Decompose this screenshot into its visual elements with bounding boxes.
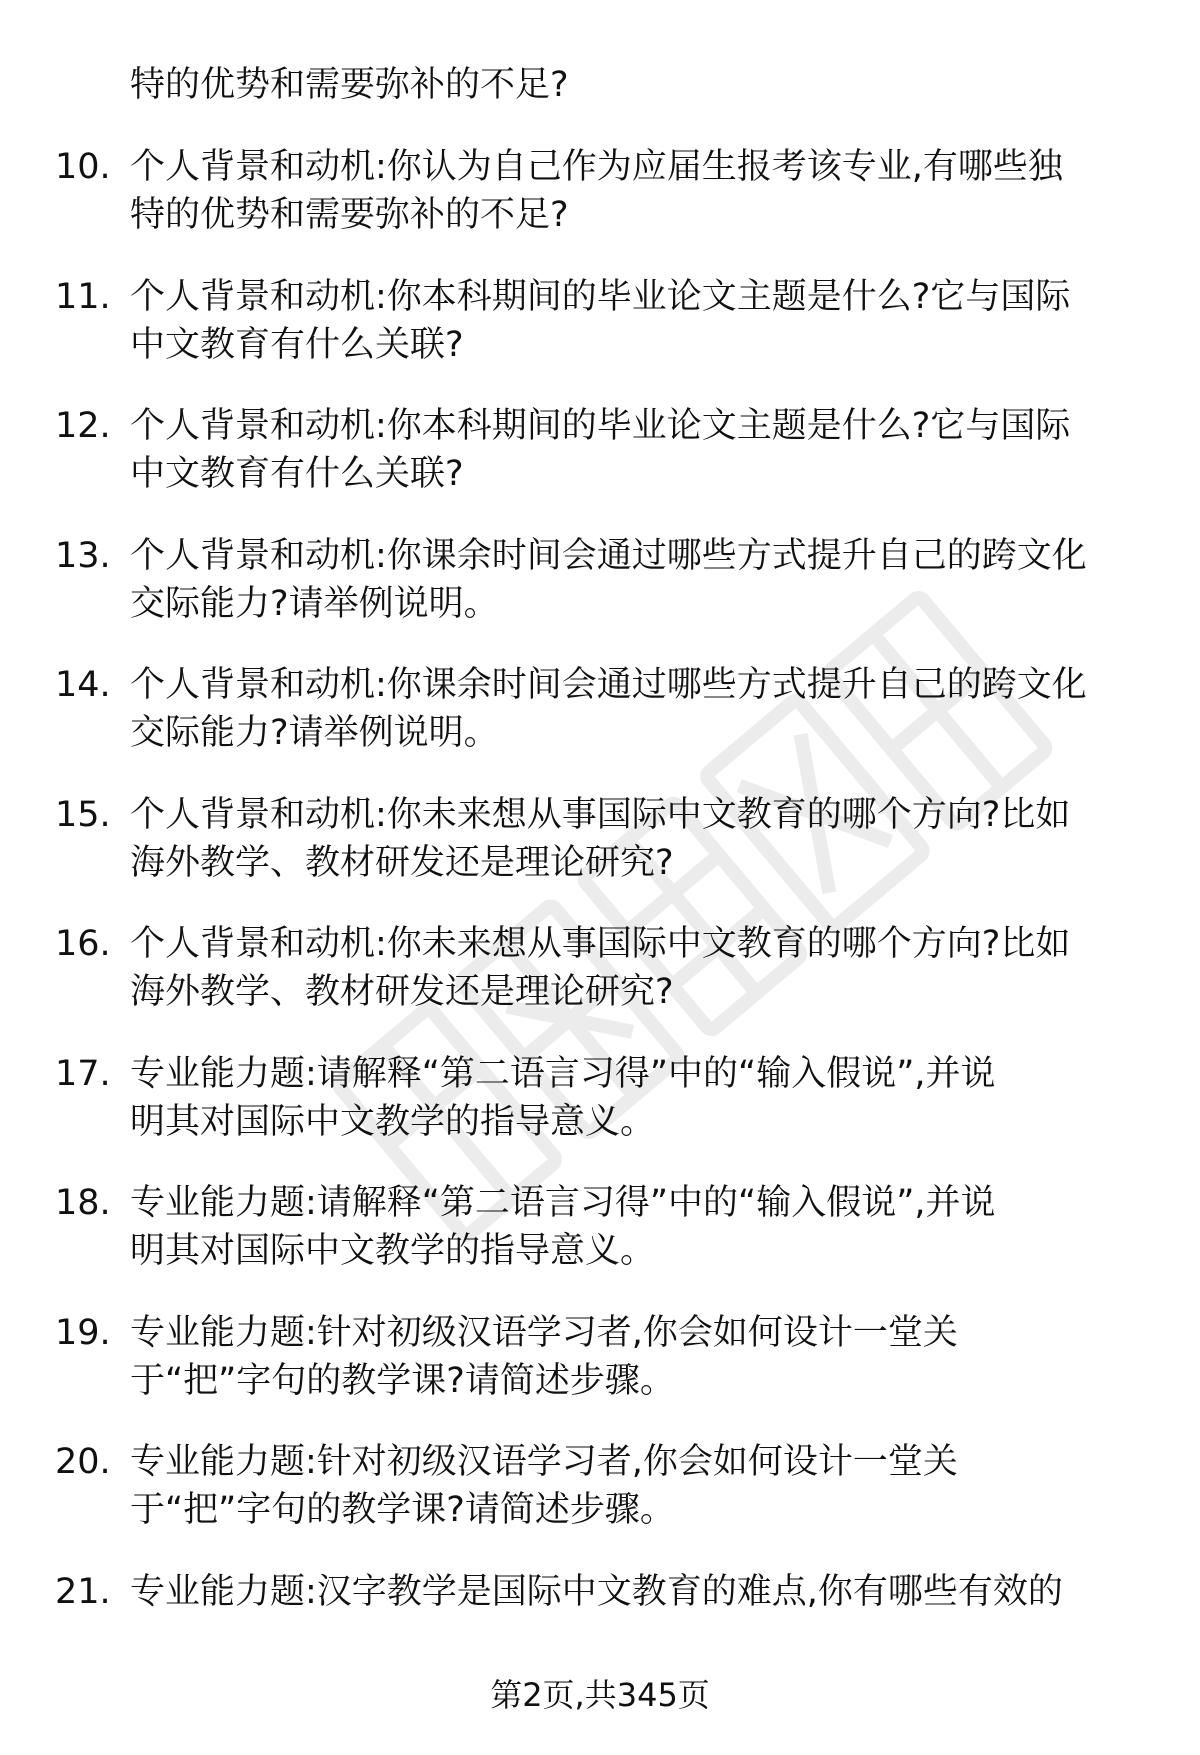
question-text-line1: 个人背景和动机:你课余时间会通过哪些方式提升自己的跨文化 (130, 665, 1087, 705)
question-number: 16. (55, 924, 111, 964)
question-text-line2: 海外教学、教材研发还是理论研究? (130, 972, 674, 1012)
question-number: 18. (55, 1183, 111, 1223)
question-text-line1: 专业能力题:汉字教学是国际中文教育的难点,你有哪些有效的 (130, 1571, 1063, 1612)
question-text-line2: 海外教学、教材研发还是理论研究? (130, 842, 674, 883)
question-text-line1: 专业能力题:请解释“第二语言习得”中的“输入假说”,并说 (130, 1183, 996, 1223)
question-number: 12. (55, 406, 111, 446)
question-item (0, 142, 1200, 272)
question-text-line2: 交际能力?请举例说明。 (130, 583, 499, 624)
question-text-line2: 明其对国际中文教学的指导意义。 (130, 1231, 656, 1271)
question-text-line1: 个人背景和动机:你课余时间会通过哪些方式提升自己的跨文化 (130, 535, 1087, 576)
question-number: 11. (55, 276, 111, 317)
question-list (0, 142, 1200, 1696)
question-number: 15. (55, 794, 111, 835)
question-item (0, 660, 1200, 790)
question-number: 13. (55, 535, 111, 576)
question-text-line1: 个人背景和动机:你未来想从事国际中文教育的哪个方向?比如 (130, 794, 1071, 835)
question-item (0, 919, 1200, 1049)
question-item (0, 1178, 1200, 1308)
question-text-line2: 交际能力?请举例说明。 (130, 713, 499, 753)
question-text-line2: 于“把”字句的教学课?请简述步骤。 (130, 1490, 675, 1530)
question-text-line1: 专业能力题:针对初级汉语学习者,你会如何设计一堂关 (130, 1442, 958, 1482)
question-text-line1: 个人背景和动机:你未来想从事国际中文教育的哪个方向?比如 (130, 924, 1071, 964)
question-item (0, 790, 1200, 920)
question-number: 20. (55, 1442, 111, 1482)
question-item (0, 1308, 1200, 1438)
question-number: 21. (55, 1571, 111, 1612)
question-text-line1: 专业能力题:请解释“第二语言习得”中的“输入假说”,并说 (130, 1053, 996, 1094)
question-text-line1: 个人背景和动机:你本科期间的毕业论文主题是什么?它与国际 (130, 406, 1071, 446)
question-text-line1: 个人背景和动机:你认为自己作为应届生报考该专业,有哪些独 (130, 147, 1063, 187)
question-item (0, 272, 1200, 402)
question-text-line2: 特的优势和需要弥补的不足? (130, 195, 569, 235)
question-text-line2: 中文教育有什么关联? (130, 454, 464, 494)
question-text-line1: 个人背景和动机:你本科期间的毕业论文主题是什么?它与国际 (130, 276, 1071, 317)
question-number: 19. (55, 1312, 111, 1353)
question-text-line2: 明其对国际中文教学的指导意义。 (130, 1101, 656, 1142)
question-number: 17. (55, 1053, 111, 1094)
question-item (0, 1437, 1200, 1567)
question-text-line1: 专业能力题:针对初级汉语学习者,你会如何设计一堂关 (130, 1312, 958, 1353)
question-text-line2: 中文教育有什么关联? (130, 324, 464, 365)
question-item (0, 1049, 1200, 1179)
continuation-line: 特的优势和需要弥补的不足? (130, 65, 569, 105)
page-footer: 第2页,共345页 (490, 1676, 710, 1714)
question-number: 10. (55, 147, 111, 187)
question-item (0, 531, 1200, 661)
question-item (0, 401, 1200, 531)
question-text-line2: 于“把”字句的教学课?请简述步骤。 (130, 1360, 675, 1401)
question-number: 14. (55, 665, 111, 705)
